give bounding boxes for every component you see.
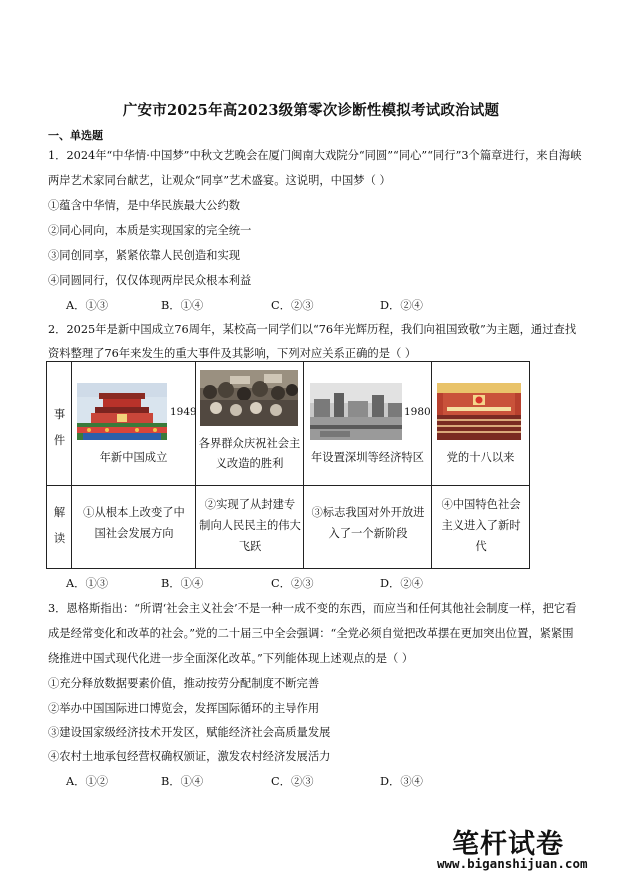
party-congress-photo	[437, 383, 521, 440]
interp-4-line-3: 代	[475, 540, 487, 553]
q1-item-3: ③同创同享，紧紧依靠人民创造和实现	[48, 249, 241, 262]
interp-cell-3	[304, 486, 432, 569]
interp-4-line-1: ④中国特色社会	[441, 498, 521, 511]
q3-option-b[interactable]: B．①④	[161, 775, 204, 788]
q3-item-1: ①充分释放数据要素价值，推动按劳分配制度不断完善	[48, 677, 320, 690]
event-3-caption: 年设置深圳等经济特区	[311, 451, 424, 464]
brand-url[interactable]: www.biganshijuan.com	[437, 856, 588, 871]
q3-stem-line-3: 绕推进中国式现代化进一步全面深化改革。”下列能体现上述观点的是（ ）	[48, 652, 414, 665]
q1-option-a[interactable]: A．①③	[66, 299, 109, 312]
crowd-celebration-photo	[200, 370, 298, 426]
shenzhen-photo	[310, 383, 402, 440]
interp-cell-1	[72, 486, 196, 569]
q1-option-d[interactable]: D．②④	[380, 299, 423, 312]
q2-option-a[interactable]: A．①③	[66, 577, 109, 590]
event-cell-4	[432, 362, 530, 486]
q1-option-b[interactable]: B．①④	[161, 299, 204, 312]
section-heading: 一、单选题	[48, 129, 103, 142]
q3-stem-line-1: 3．恩格斯指出：“所谓‘社会主义社会’不是一种一成不变的东西，而应当和任何其他社会制度一样，把它看	[48, 602, 577, 615]
event-3-year: 1980	[404, 406, 431, 418]
interp-3-line-2: 入了一个新阶段	[328, 527, 408, 540]
event-cell-2	[196, 362, 304, 486]
event-2-caption-line-2: 义改造的胜利	[215, 457, 284, 470]
row-head-event-char-1: 事	[53, 408, 66, 421]
q3-stem-line-2: 成是经常变化和改革的社会。”党的二十届三中全会强调：“全党必须自觉把改革摆在更加突出位置，紧紧围	[48, 627, 574, 640]
brand-watermark: 笔杆试卷	[452, 829, 564, 860]
interp-2-line-3: 飞跃	[238, 540, 262, 553]
q2-stem-line-2: 资料整理了76年来发生的重大事件及其影响，下列对应关系正确的是（ ）	[48, 347, 417, 360]
interp-1-line-2: 国社会发展方向	[94, 527, 174, 540]
event-cell-1	[72, 362, 196, 486]
q3-item-2: ②举办中国国际进口博览会，发挥国际循环的主导作用	[48, 702, 320, 715]
page-title: 广安市2025年高2023级第零次诊断性模拟考试政治试题	[122, 102, 500, 119]
q3-item-3: ③建设国家级经济技术开发区，赋能经济社会高质量发展	[48, 726, 331, 739]
interp-cell-4	[432, 486, 530, 569]
events-table	[46, 361, 530, 569]
q3-option-c[interactable]: C．②③	[271, 775, 314, 788]
row-head-interp-char-1: 解	[53, 506, 66, 519]
interp-2-line-2: 制向人民民主的伟大	[199, 519, 301, 532]
interp-1-line-1: ①从根本上改变了中	[83, 506, 185, 519]
q3-option-a[interactable]: A．①②	[66, 775, 109, 788]
event-1-caption: 年新中国成立	[99, 451, 168, 464]
q1-stem-line-1: 1．2024年“中华情·中国梦”中秋文艺晚会在厦门闽南大戏院分“同圆”“同心”“同行”3个篇章进行，来自海峡	[48, 149, 582, 162]
q1-stem-line-2: 两岸艺术家同台献艺，让观众“同享”艺术盛宴。这说明，中国梦（ ）	[48, 174, 391, 187]
event-4-caption: 党的十八以来	[446, 451, 515, 464]
q3-option-d[interactable]: D．③④	[380, 775, 423, 788]
interp-3-line-1: ③标志我国对外开放进	[311, 506, 425, 519]
row-head-event	[47, 362, 72, 486]
q1-item-2: ②同心同向，本质是实现国家的完全统一	[48, 224, 252, 237]
q1-item-4: ④同圆同行，仅仅体现两岸民众根本利益	[48, 274, 252, 287]
row-head-event-char-2: 件	[53, 434, 66, 447]
tiananmen-photo	[77, 383, 167, 440]
interp-cell-2	[196, 486, 304, 569]
q2-stem-line-1: 2．2025年是新中国成立76周年，某校高一同学们以“76年光辉历程，我们向祖国致敬”为主题，通过查找	[48, 323, 577, 336]
row-head-interp-char-2: 读	[53, 532, 66, 545]
q3-item-4: ④农村土地承包经营权确权颁证，激发农村经济发展活力	[48, 750, 331, 763]
q2-option-b[interactable]: B．①④	[161, 577, 204, 590]
q2-option-c[interactable]: C．②③	[271, 577, 314, 590]
q1-item-1: ①蕴含中华情，是中华民族最大公约数	[48, 199, 241, 212]
event-cell-3	[304, 362, 432, 486]
event-2-caption-line-1: 各界群众庆祝社会主	[198, 437, 301, 450]
row-head-interp	[47, 486, 72, 569]
event-1-year: 1949	[170, 406, 197, 418]
interp-2-line-1: ②实现了从封建专	[204, 498, 296, 511]
q2-option-d[interactable]: D．②④	[380, 577, 423, 590]
q1-option-c[interactable]: C．②③	[271, 299, 314, 312]
interp-4-line-2: 主义进入了新时	[441, 519, 521, 532]
